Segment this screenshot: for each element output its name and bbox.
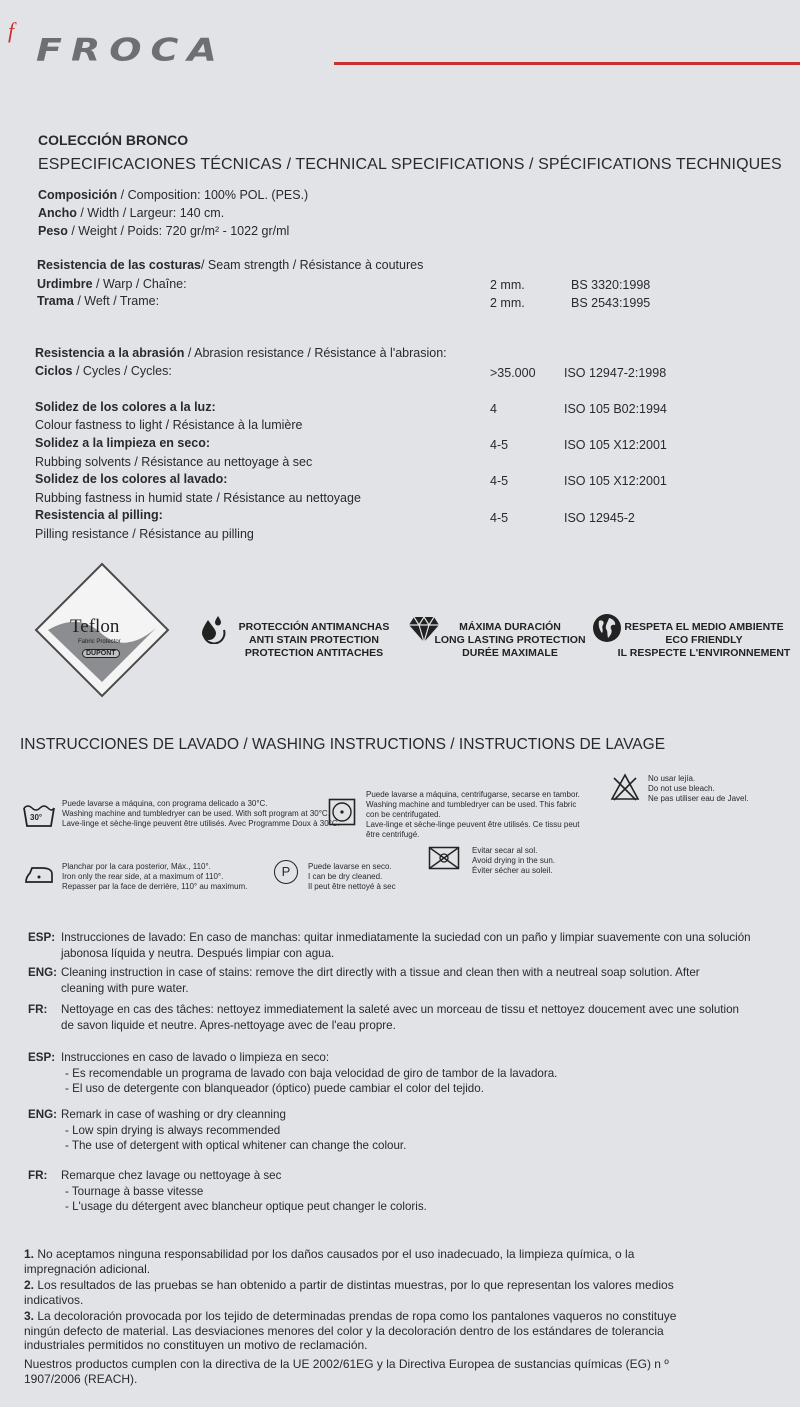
no-sun-drying-icon — [428, 846, 460, 870]
iron-icon — [24, 864, 54, 884]
light-fastness-sub: Colour fastness to light / Résistance à la lumière — [35, 418, 303, 432]
pilling-standard: ISO 12945-2 — [564, 511, 635, 525]
dupont-logo: DUPONT — [82, 649, 120, 658]
stain-drop-icon — [198, 614, 230, 644]
collection-title: COLECCIÓN BRONCO — [38, 132, 189, 148]
seam-warp-label: Urdimbre / Warp / Chaîne: — [37, 277, 187, 291]
dryclean-fastness-standard: ISO 105 X12:2001 — [564, 438, 667, 452]
abrasion-cycles-label: Ciclos / Cycles / Cycles: — [35, 364, 172, 378]
brand-mark: f — [8, 18, 15, 43]
abrasion-value: >35.000 — [490, 366, 536, 380]
feature-stain: PROTECCIÓN ANTIMANCHAS ANTI STAIN PROTECTION PROTECTION ANTITACHES — [238, 621, 390, 659]
seam-warp-standard: BS 3320:1998 — [571, 278, 651, 292]
dryclean-fastness-sub: Rubbing solvents / Résistance au nettoyage à sec — [35, 455, 313, 469]
no-bleach-icon — [610, 772, 640, 802]
wash-fastness-heading: Solidez de los colores al lavado: — [35, 472, 228, 486]
seam-weft-value: 2 mm. — [490, 296, 525, 310]
wash-30-text: Puede lavarse a máquina, con programa delicado a 30°C. Washing machine and tumbledryer can be used. With soft program at 30°C. Lave-linge et sèche-linge peuvent être utilisés. Avec Programme Doux à 30°C. — [62, 799, 340, 828]
abrasion-standard: ISO 12947-2:1998 — [564, 366, 667, 380]
washing-heading: INSTRUCCIONES DE LAVADO / WASHING INSTRUCTIONS / INSTRUCTIONS DE LAVAGE — [20, 736, 666, 753]
tumble-dry-text: Puede lavarse a máquina, centrifugarse, secarse en tambor. Washing machine and tumbledryer can be used. This fabric con be centrifugated. Lave-linge et sèche-linge peuvent être utilisés. Ce tissu peut être centrifugé. — [366, 790, 580, 839]
width-row: Ancho / Width / Largeur: 140 cm. — [38, 206, 225, 220]
abrasion-heading: Resistencia a la abrasión / Abrasion resistance / Résistance à l'abrasion: — [35, 346, 447, 360]
teflon-badge — [34, 562, 170, 698]
wash-fastness-standard: ISO 105 X12:2001 — [564, 474, 667, 488]
teflon-sub: Fabric Protector — [78, 639, 121, 645]
light-fastness-standard: ISO 105 B02:1994 — [564, 402, 667, 416]
brand-logo: FROCA — [36, 32, 226, 69]
tumble-dry-icon — [328, 798, 356, 826]
dry-clean-text: Puede lavarse en seco. I can be dry cleaned. Il peut être nettoyé à sec — [308, 862, 396, 891]
iron-text: Planchar por la cara posterior, Máx., 110°. Iron only the rear side, at a maximum of 110°. Repasser par la face de derrière, 110° au maximum. — [62, 862, 248, 891]
brand-underline — [334, 62, 800, 65]
teflon-name: Teflon — [70, 616, 120, 637]
seam-weft-standard: BS 2543:1995 — [571, 296, 651, 310]
pilling-sub: Pilling resistance / Résistance au pilling — [35, 527, 254, 541]
light-fastness-value: 4 — [490, 402, 497, 416]
weight-row: Peso / Weight / Poids: 720 gr/m² - 1022 gr/ml — [38, 224, 290, 238]
wash-fastness-value: 4-5 — [490, 474, 509, 488]
dry-clean-icon: P — [274, 860, 298, 884]
dryclean-fastness-heading: Solidez a la limpieza en seco: — [35, 436, 211, 450]
seam-warp-value: 2 mm. — [490, 278, 525, 292]
pilling-value: 4-5 — [490, 511, 509, 525]
footer-note-3: 3. La decoloración provocada por los tejido de determinadas prendas de ropa como los pantalones vaqueros no constituye ningún defecto de material. Las desviaciones menores del color y la decoloración dentro de los estándares de tolerancia industriales permitidos no constituyen un motivo de reclamación. — [24, 1309, 677, 1352]
feature-duration: MÁXIMA DURACIÓN LONG LASTING PROTECTION DURÉE MAXIMALE — [434, 621, 586, 659]
no-sun-drying-text: Evitar secar al sol. Avoid drying in the sun. Éviter sécher au soleil. — [472, 846, 556, 875]
light-fastness-heading: Solidez de los colores a la luz: — [35, 400, 216, 414]
footer-note-1: 1. No aceptamos ninguna responsabilidad por los daños causados por el uso inadecuado, la limpieza química, o la impregnación adicional. — [24, 1247, 635, 1276]
compliance-note: Nuestros productos cumplen con la directiva de la UE 2002/61EG y la Directiva Europea de sustancias químicas (EG) n º 1907/2006 (REACH). — [24, 1357, 669, 1386]
footer-note-2: 2. Los resultados de las pruebas se han obtenido a partir de distintas muestras, por lo que representan los valores medios indicativos. — [24, 1278, 674, 1307]
feature-eco: RESPETA EL MEDIO AMBIENTE ECO FRIENDLY IL RESPECTE L'ENVIRONNEMENT — [617, 621, 791, 659]
seam-weft-label: Trama / Weft / Trame: — [37, 294, 160, 308]
pilling-heading: Resistencia al pilling: — [35, 508, 163, 522]
wash-30-icon: 30° — [22, 802, 56, 828]
wash-fastness-sub: Rubbing fastness in humid state / Résistance au nettoyage — [35, 491, 361, 505]
dryclean-fastness-value: 4-5 — [490, 438, 509, 452]
composition-row: Composición / Composition: 100% POL. (PES.) — [38, 188, 309, 202]
no-bleach-text: No usar lejía. Do not use bleach. Ne pas utiliser eau de Javel. — [648, 774, 749, 803]
seam-heading: Resistencia de las costuras/ Seam strength / Résistance à coutures — [37, 258, 424, 272]
spec-subtitle: ESPECIFICACIONES TÉCNICAS / TECHNICAL SPECIFICATIONS / SPÉCIFICATIONS TECHNIQUES — [38, 156, 782, 173]
